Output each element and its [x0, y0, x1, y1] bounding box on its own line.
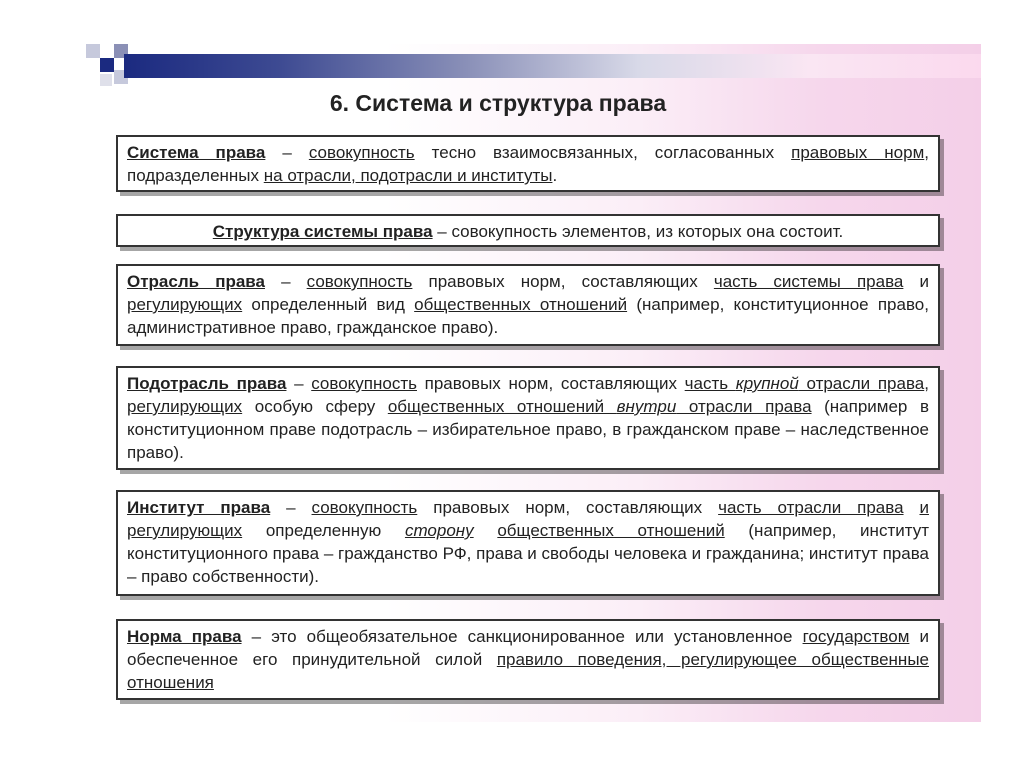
definition-fragment: крупной — [735, 374, 799, 393]
definition-fragment: определенную — [242, 521, 405, 540]
definition-fragment: государством — [802, 627, 910, 646]
definition-fragment: регулирующих — [127, 397, 243, 416]
definition-text — [127, 496, 929, 588]
definition-fragment: (например, институт конституционного права – гражданство РФ, права и свободы человека и гражданина; институт права – право собственности). — [127, 521, 929, 586]
definition-box — [116, 214, 940, 247]
definition-fragment: правовых норм — [791, 143, 925, 162]
definition-text — [127, 141, 929, 187]
definition-term: Подотрасль права — [127, 374, 287, 393]
definition-box — [116, 366, 940, 470]
definition-box — [116, 135, 940, 192]
definition-term: Институт права — [127, 498, 271, 517]
definition-box — [116, 490, 940, 596]
definition-fragment: общественных отношений — [414, 295, 628, 314]
decor-square — [100, 58, 114, 72]
definition-fragment: совокупность — [311, 498, 418, 517]
definition-fragment: и регулирующих — [127, 498, 929, 540]
definition-fragment: часть системы права — [713, 272, 904, 291]
definition-fragment: (например, конституционное право, административное право, гражданское право). — [127, 295, 929, 337]
definition-fragment: , — [924, 374, 929, 393]
definition-fragment: – совокупность элементов, из которых она состоит. — [432, 222, 844, 241]
definition-text — [127, 270, 929, 339]
definition-fragment: правовых норм, составляющих — [417, 498, 719, 517]
definition-term: Система права — [127, 143, 266, 162]
definition-fragment: и — [903, 272, 929, 291]
definition-fragment: отрасли права — [676, 397, 812, 416]
definition-fragment: отрасли права — [798, 374, 925, 393]
definition-term: Норма права — [127, 627, 242, 646]
definition-fragment: сторону — [404, 521, 474, 540]
definition-fragment: правовых норм, составляющих — [416, 374, 685, 393]
page-title: 6. Система и структура права — [329, 90, 667, 116]
definition-fragment: – это общеобязательное санкционированное или установленное — [241, 627, 803, 646]
definition-fragment: общественных отношений — [497, 521, 725, 540]
definition-term: Структура системы права — [212, 222, 433, 241]
definition-text — [127, 372, 929, 464]
definition-fragment: (например в конституционном праве подотрасль – избирательное право, в гражданском праве – наследственное право). — [127, 397, 929, 462]
decor-square — [86, 44, 100, 58]
definition-fragment: совокупность — [308, 143, 415, 162]
definition-fragment: – — [264, 272, 307, 291]
slide — [78, 44, 981, 722]
definition-text — [127, 220, 929, 243]
definition-fragment: , подразделенных — [127, 143, 930, 185]
definition-term: Отрасль права — [127, 272, 265, 291]
definition-fragment: правило поведения, регулирующее общественные отношения — [127, 650, 929, 692]
definition-fragment: – — [286, 374, 312, 393]
definition-fragment: – — [270, 498, 312, 517]
header-gradient-bar — [124, 54, 981, 78]
definition-fragment: часть — [684, 374, 736, 393]
definition-fragment: определенный вид — [242, 295, 415, 314]
definition-fragment: совокупность — [311, 374, 417, 393]
definition-fragment: и обеспеченное его принудительной силой — [127, 627, 929, 669]
definition-text — [127, 625, 929, 694]
decor-square — [100, 74, 112, 86]
definition-fragment: внутри — [616, 397, 677, 416]
definition-fragment: правовых норм, составляющих — [412, 272, 714, 291]
definition-fragment: . — [552, 166, 558, 185]
definition-fragment: особую сферу — [242, 397, 388, 416]
definition-box — [116, 264, 940, 346]
definition-fragment: – — [265, 143, 309, 162]
definition-fragment: регулирующих — [127, 295, 243, 314]
definition-fragment: часть отрасли права — [718, 498, 904, 517]
definition-fragment — [904, 498, 920, 517]
definition-fragment: совокупность — [306, 272, 413, 291]
definition-fragment: тесно взаимосвязанных, согласованных — [414, 143, 792, 162]
definition-fragment — [474, 521, 498, 540]
definition-fragment: на отрасли, подотрасли и институты — [263, 166, 553, 185]
definition-box — [116, 619, 940, 700]
definition-fragment: общественных отношений — [387, 397, 617, 416]
